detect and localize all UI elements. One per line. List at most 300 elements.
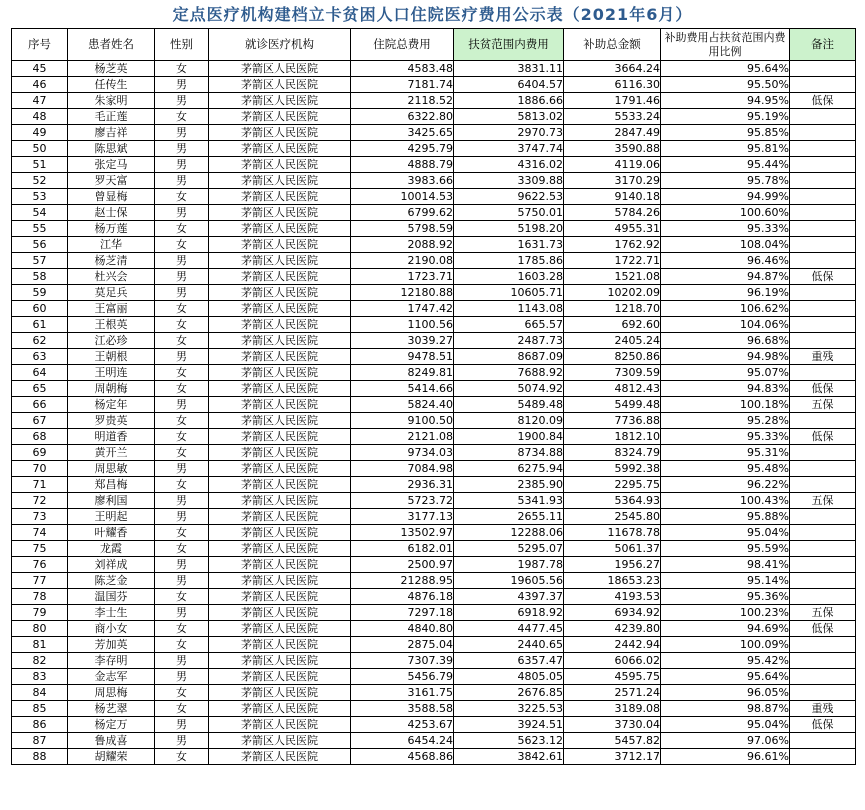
cell-remarks[interactable]: 低保 bbox=[790, 93, 856, 109]
cell-subsidy-total[interactable]: 2545.80 bbox=[564, 509, 661, 525]
cell-total-cost[interactable]: 3177.13 bbox=[351, 509, 454, 525]
cell-hospital[interactable]: 茅箭区人民医院 bbox=[209, 317, 351, 333]
cell-gender[interactable]: 男 bbox=[155, 205, 209, 221]
cell-total-cost[interactable]: 6322.80 bbox=[351, 109, 454, 125]
cell-gender[interactable]: 男 bbox=[155, 157, 209, 173]
cell-remarks[interactable] bbox=[790, 669, 856, 685]
cell-subsidy-ratio[interactable]: 96.68% bbox=[661, 333, 790, 349]
cell-total-cost[interactable]: 3983.66 bbox=[351, 173, 454, 189]
cell-subsidy-total[interactable]: 2442.94 bbox=[564, 637, 661, 653]
cell-hospital[interactable]: 茅箭区人民医院 bbox=[209, 509, 351, 525]
cell-remarks[interactable] bbox=[790, 589, 856, 605]
cell-gender[interactable]: 女 bbox=[155, 589, 209, 605]
cell-subsidy-ratio[interactable]: 95.42% bbox=[661, 653, 790, 669]
cell-total-cost[interactable]: 7181.74 bbox=[351, 77, 454, 93]
cell-subsidy-ratio[interactable]: 96.19% bbox=[661, 285, 790, 301]
cell-index[interactable]: 57 bbox=[12, 253, 68, 269]
cell-remarks[interactable] bbox=[790, 413, 856, 429]
cell-poverty-scope-cost[interactable]: 2487.73 bbox=[454, 333, 564, 349]
cell-index[interactable]: 65 bbox=[12, 381, 68, 397]
cell-subsidy-ratio[interactable]: 97.06% bbox=[661, 733, 790, 749]
cell-gender[interactable]: 女 bbox=[155, 701, 209, 717]
cell-poverty-scope-cost[interactable]: 3747.74 bbox=[454, 141, 564, 157]
cell-remarks[interactable] bbox=[790, 733, 856, 749]
cell-poverty-scope-cost[interactable]: 8120.09 bbox=[454, 413, 564, 429]
table-row[interactable] bbox=[12, 653, 856, 669]
cell-total-cost[interactable]: 6454.24 bbox=[351, 733, 454, 749]
table-row[interactable] bbox=[12, 717, 856, 733]
cell-subsidy-ratio[interactable]: 100.09% bbox=[661, 637, 790, 653]
cell-total-cost[interactable]: 12180.88 bbox=[351, 285, 454, 301]
table-row[interactable] bbox=[12, 173, 856, 189]
cell-index[interactable]: 66 bbox=[12, 397, 68, 413]
cell-total-cost[interactable]: 2936.31 bbox=[351, 477, 454, 493]
cell-total-cost[interactable]: 2088.92 bbox=[351, 237, 454, 253]
table-row[interactable] bbox=[12, 573, 856, 589]
cell-patient-name[interactable]: 周朝梅 bbox=[68, 381, 155, 397]
cell-gender[interactable]: 男 bbox=[155, 77, 209, 93]
cell-subsidy-total[interactable]: 6066.02 bbox=[564, 653, 661, 669]
cell-gender[interactable]: 女 bbox=[155, 365, 209, 381]
cell-patient-name[interactable]: 郑昌梅 bbox=[68, 477, 155, 493]
cell-index[interactable]: 83 bbox=[12, 669, 68, 685]
cell-subsidy-total[interactable]: 1956.27 bbox=[564, 557, 661, 573]
cell-subsidy-total[interactable]: 1791.46 bbox=[564, 93, 661, 109]
cell-remarks[interactable] bbox=[790, 189, 856, 205]
cell-hospital[interactable]: 茅箭区人民医院 bbox=[209, 653, 351, 669]
table-row[interactable] bbox=[12, 253, 856, 269]
col-header-subsidy-total[interactable]: 补助总金额 bbox=[564, 29, 661, 61]
cell-total-cost[interactable]: 4295.79 bbox=[351, 141, 454, 157]
cell-gender[interactable]: 女 bbox=[155, 749, 209, 765]
cell-gender[interactable]: 男 bbox=[155, 557, 209, 573]
cell-subsidy-ratio[interactable]: 95.04% bbox=[661, 525, 790, 541]
cell-poverty-scope-cost[interactable]: 5813.02 bbox=[454, 109, 564, 125]
cell-patient-name[interactable]: 王朝根 bbox=[68, 349, 155, 365]
cell-subsidy-total[interactable]: 692.60 bbox=[564, 317, 661, 333]
cell-patient-name[interactable]: 江华 bbox=[68, 237, 155, 253]
cell-gender[interactable]: 女 bbox=[155, 637, 209, 653]
cell-remarks[interactable]: 重残 bbox=[790, 701, 856, 717]
cell-poverty-scope-cost[interactable]: 4477.45 bbox=[454, 621, 564, 637]
cell-subsidy-total[interactable]: 3664.24 bbox=[564, 61, 661, 77]
cell-total-cost[interactable]: 1723.71 bbox=[351, 269, 454, 285]
table-row[interactable] bbox=[12, 413, 856, 429]
cell-gender[interactable]: 男 bbox=[155, 349, 209, 365]
cell-gender[interactable]: 男 bbox=[155, 173, 209, 189]
cell-hospital[interactable]: 茅箭区人民医院 bbox=[209, 445, 351, 461]
cell-remarks[interactable] bbox=[790, 541, 856, 557]
cell-total-cost[interactable]: 5824.40 bbox=[351, 397, 454, 413]
cell-index[interactable]: 79 bbox=[12, 605, 68, 621]
cell-hospital[interactable]: 茅箭区人民医院 bbox=[209, 253, 351, 269]
cell-hospital[interactable]: 茅箭区人民医院 bbox=[209, 461, 351, 477]
cell-patient-name[interactable]: 明道香 bbox=[68, 429, 155, 445]
cell-patient-name[interactable]: 廖利国 bbox=[68, 493, 155, 509]
cell-poverty-scope-cost[interactable]: 1900.84 bbox=[454, 429, 564, 445]
cell-poverty-scope-cost[interactable]: 4397.37 bbox=[454, 589, 564, 605]
cell-remarks[interactable] bbox=[790, 237, 856, 253]
cell-patient-name[interactable]: 刘祥成 bbox=[68, 557, 155, 573]
cell-subsidy-total[interactable]: 4595.75 bbox=[564, 669, 661, 685]
cell-subsidy-ratio[interactable]: 95.07% bbox=[661, 365, 790, 381]
cell-index[interactable]: 64 bbox=[12, 365, 68, 381]
cell-hospital[interactable]: 茅箭区人民医院 bbox=[209, 365, 351, 381]
cell-remarks[interactable] bbox=[790, 61, 856, 77]
cell-subsidy-total[interactable]: 7309.59 bbox=[564, 365, 661, 381]
cell-poverty-scope-cost[interactable]: 3309.88 bbox=[454, 173, 564, 189]
cell-remarks[interactable]: 低保 bbox=[790, 621, 856, 637]
cell-remarks[interactable]: 低保 bbox=[790, 381, 856, 397]
cell-total-cost[interactable]: 3039.27 bbox=[351, 333, 454, 349]
cell-subsidy-total[interactable]: 1762.92 bbox=[564, 237, 661, 253]
cell-patient-name[interactable]: 毛正莲 bbox=[68, 109, 155, 125]
cell-gender[interactable]: 女 bbox=[155, 429, 209, 445]
cell-poverty-scope-cost[interactable]: 1631.73 bbox=[454, 237, 564, 253]
cell-subsidy-ratio[interactable]: 95.44% bbox=[661, 157, 790, 173]
cell-gender[interactable]: 女 bbox=[155, 477, 209, 493]
table-row[interactable] bbox=[12, 93, 856, 109]
cell-total-cost[interactable]: 7084.98 bbox=[351, 461, 454, 477]
cell-total-cost[interactable]: 1100.56 bbox=[351, 317, 454, 333]
cell-poverty-scope-cost[interactable]: 8687.09 bbox=[454, 349, 564, 365]
table-row[interactable] bbox=[12, 493, 856, 509]
cell-subsidy-ratio[interactable]: 95.78% bbox=[661, 173, 790, 189]
cell-subsidy-ratio[interactable]: 98.41% bbox=[661, 557, 790, 573]
cell-hospital[interactable]: 茅箭区人民医院 bbox=[209, 749, 351, 765]
cell-remarks[interactable] bbox=[790, 77, 856, 93]
cell-patient-name[interactable]: 杨艺翠 bbox=[68, 701, 155, 717]
cell-gender[interactable]: 男 bbox=[155, 493, 209, 509]
cell-index[interactable]: 69 bbox=[12, 445, 68, 461]
cell-total-cost[interactable]: 21288.95 bbox=[351, 573, 454, 589]
cell-gender[interactable]: 男 bbox=[155, 509, 209, 525]
col-header-poverty-scope-cost[interactable]: 扶贫范围内费用 bbox=[454, 29, 564, 61]
table-row[interactable] bbox=[12, 637, 856, 653]
cell-remarks[interactable] bbox=[790, 749, 856, 765]
cell-patient-name[interactable]: 杨定万 bbox=[68, 717, 155, 733]
cell-patient-name[interactable]: 温国芬 bbox=[68, 589, 155, 605]
cell-subsidy-total[interactable]: 6116.30 bbox=[564, 77, 661, 93]
cell-total-cost[interactable]: 9478.51 bbox=[351, 349, 454, 365]
cell-hospital[interactable]: 茅箭区人民医院 bbox=[209, 141, 351, 157]
table-row[interactable] bbox=[12, 733, 856, 749]
cell-gender[interactable]: 女 bbox=[155, 301, 209, 317]
table-row[interactable] bbox=[12, 221, 856, 237]
table-row[interactable] bbox=[12, 237, 856, 253]
cell-patient-name[interactable]: 李士生 bbox=[68, 605, 155, 621]
cell-gender[interactable]: 男 bbox=[155, 93, 209, 109]
cell-hospital[interactable]: 茅箭区人民医院 bbox=[209, 605, 351, 621]
cell-patient-name[interactable]: 朱家明 bbox=[68, 93, 155, 109]
cell-subsidy-ratio[interactable]: 95.48% bbox=[661, 461, 790, 477]
cell-total-cost[interactable]: 2500.97 bbox=[351, 557, 454, 573]
cell-total-cost[interactable]: 4876.18 bbox=[351, 589, 454, 605]
cell-poverty-scope-cost[interactable]: 6357.47 bbox=[454, 653, 564, 669]
table-row[interactable] bbox=[12, 205, 856, 221]
cell-poverty-scope-cost[interactable]: 4805.05 bbox=[454, 669, 564, 685]
cell-remarks[interactable]: 五保 bbox=[790, 493, 856, 509]
cell-gender[interactable]: 男 bbox=[155, 733, 209, 749]
cell-poverty-scope-cost[interactable]: 6275.94 bbox=[454, 461, 564, 477]
cell-hospital[interactable]: 茅箭区人民医院 bbox=[209, 381, 351, 397]
cell-index[interactable]: 48 bbox=[12, 109, 68, 125]
cell-hospital[interactable]: 茅箭区人民医院 bbox=[209, 717, 351, 733]
table-row[interactable] bbox=[12, 61, 856, 77]
cell-patient-name[interactable]: 周思敏 bbox=[68, 461, 155, 477]
cell-subsidy-total[interactable]: 5457.82 bbox=[564, 733, 661, 749]
cell-hospital[interactable]: 茅箭区人民医院 bbox=[209, 109, 351, 125]
cell-gender[interactable]: 女 bbox=[155, 445, 209, 461]
cell-gender[interactable]: 男 bbox=[155, 605, 209, 621]
table-row[interactable] bbox=[12, 429, 856, 445]
cell-remarks[interactable] bbox=[790, 157, 856, 173]
cell-hospital[interactable]: 茅箭区人民医院 bbox=[209, 685, 351, 701]
cell-gender[interactable]: 女 bbox=[155, 237, 209, 253]
cell-poverty-scope-cost[interactable]: 6404.57 bbox=[454, 77, 564, 93]
cell-total-cost[interactable]: 4253.67 bbox=[351, 717, 454, 733]
cell-remarks[interactable] bbox=[790, 477, 856, 493]
cell-subsidy-total[interactable]: 3170.29 bbox=[564, 173, 661, 189]
cell-index[interactable]: 58 bbox=[12, 269, 68, 285]
cell-total-cost[interactable]: 3425.65 bbox=[351, 125, 454, 141]
cell-gender[interactable]: 男 bbox=[155, 285, 209, 301]
cell-hospital[interactable]: 茅箭区人民医院 bbox=[209, 285, 351, 301]
table-row[interactable] bbox=[12, 189, 856, 205]
cell-subsidy-ratio[interactable]: 100.60% bbox=[661, 205, 790, 221]
cell-hospital[interactable]: 茅箭区人民医院 bbox=[209, 589, 351, 605]
cell-poverty-scope-cost[interactable]: 3842.61 bbox=[454, 749, 564, 765]
cell-poverty-scope-cost[interactable]: 7688.92 bbox=[454, 365, 564, 381]
cell-patient-name[interactable]: 罗天富 bbox=[68, 173, 155, 189]
cell-index[interactable]: 80 bbox=[12, 621, 68, 637]
cell-subsidy-ratio[interactable]: 95.59% bbox=[661, 541, 790, 557]
cell-remarks[interactable] bbox=[790, 333, 856, 349]
table-row[interactable] bbox=[12, 125, 856, 141]
cell-subsidy-total[interactable]: 8250.86 bbox=[564, 349, 661, 365]
cell-poverty-scope-cost[interactable]: 10605.71 bbox=[454, 285, 564, 301]
cell-remarks[interactable] bbox=[790, 445, 856, 461]
cell-index[interactable]: 87 bbox=[12, 733, 68, 749]
cell-remarks[interactable]: 低保 bbox=[790, 269, 856, 285]
cell-total-cost[interactable]: 9734.03 bbox=[351, 445, 454, 461]
cell-subsidy-ratio[interactable]: 95.50% bbox=[661, 77, 790, 93]
cell-subsidy-ratio[interactable]: 94.83% bbox=[661, 381, 790, 397]
table-row[interactable] bbox=[12, 669, 856, 685]
cell-patient-name[interactable]: 陈芝金 bbox=[68, 573, 155, 589]
cell-remarks[interactable] bbox=[790, 221, 856, 237]
cell-index[interactable]: 45 bbox=[12, 61, 68, 77]
cell-index[interactable]: 61 bbox=[12, 317, 68, 333]
cell-hospital[interactable]: 茅箭区人民医院 bbox=[209, 733, 351, 749]
cell-subsidy-total[interactable]: 1812.10 bbox=[564, 429, 661, 445]
cell-gender[interactable]: 女 bbox=[155, 61, 209, 77]
cell-patient-name[interactable]: 周思梅 bbox=[68, 685, 155, 701]
cell-index[interactable]: 72 bbox=[12, 493, 68, 509]
table-row[interactable] bbox=[12, 445, 856, 461]
cell-subsidy-ratio[interactable]: 100.18% bbox=[661, 397, 790, 413]
cell-poverty-scope-cost[interactable]: 6918.92 bbox=[454, 605, 564, 621]
cell-subsidy-total[interactable]: 18653.23 bbox=[564, 573, 661, 589]
cell-poverty-scope-cost[interactable]: 2676.85 bbox=[454, 685, 564, 701]
cell-total-cost[interactable]: 5414.66 bbox=[351, 381, 454, 397]
cell-patient-name[interactable]: 芳加英 bbox=[68, 637, 155, 653]
cell-gender[interactable]: 女 bbox=[155, 621, 209, 637]
cell-index[interactable]: 88 bbox=[12, 749, 68, 765]
cell-subsidy-total[interactable]: 4239.80 bbox=[564, 621, 661, 637]
table-row[interactable] bbox=[12, 509, 856, 525]
cell-hospital[interactable]: 茅箭区人民医院 bbox=[209, 125, 351, 141]
cell-subsidy-total[interactable]: 5992.38 bbox=[564, 461, 661, 477]
cell-hospital[interactable]: 茅箭区人民医院 bbox=[209, 541, 351, 557]
cell-remarks[interactable] bbox=[790, 637, 856, 653]
table-row[interactable] bbox=[12, 477, 856, 493]
cell-hospital[interactable]: 茅箭区人民医院 bbox=[209, 93, 351, 109]
cell-gender[interactable]: 男 bbox=[155, 269, 209, 285]
cell-subsidy-ratio[interactable]: 95.31% bbox=[661, 445, 790, 461]
cell-poverty-scope-cost[interactable]: 9622.53 bbox=[454, 189, 564, 205]
cell-total-cost[interactable]: 1747.42 bbox=[351, 301, 454, 317]
cell-total-cost[interactable]: 3161.75 bbox=[351, 685, 454, 701]
cell-subsidy-ratio[interactable]: 96.61% bbox=[661, 749, 790, 765]
cell-index[interactable]: 67 bbox=[12, 413, 68, 429]
table-row[interactable] bbox=[12, 397, 856, 413]
cell-remarks[interactable] bbox=[790, 285, 856, 301]
cell-remarks[interactable]: 低保 bbox=[790, 717, 856, 733]
cell-index[interactable]: 86 bbox=[12, 717, 68, 733]
cell-remarks[interactable]: 重残 bbox=[790, 349, 856, 365]
cell-remarks[interactable] bbox=[790, 173, 856, 189]
cell-hospital[interactable]: 茅箭区人民医院 bbox=[209, 333, 351, 349]
cell-hospital[interactable]: 茅箭区人民医院 bbox=[209, 269, 351, 285]
cell-subsidy-total[interactable]: 3712.17 bbox=[564, 749, 661, 765]
cell-remarks[interactable] bbox=[790, 365, 856, 381]
cell-gender[interactable]: 男 bbox=[155, 253, 209, 269]
col-header-hospital[interactable]: 就诊医疗机构 bbox=[209, 29, 351, 61]
table-row[interactable] bbox=[12, 269, 856, 285]
cell-patient-name[interactable]: 黄开兰 bbox=[68, 445, 155, 461]
cell-patient-name[interactable]: 杨芝英 bbox=[68, 61, 155, 77]
cell-patient-name[interactable]: 王富丽 bbox=[68, 301, 155, 317]
table-row[interactable] bbox=[12, 301, 856, 317]
table-row[interactable] bbox=[12, 349, 856, 365]
table-row[interactable] bbox=[12, 157, 856, 173]
cell-subsidy-ratio[interactable]: 96.05% bbox=[661, 685, 790, 701]
cell-remarks[interactable] bbox=[790, 109, 856, 125]
table-row[interactable] bbox=[12, 333, 856, 349]
cell-index[interactable]: 84 bbox=[12, 685, 68, 701]
cell-index[interactable]: 51 bbox=[12, 157, 68, 173]
cell-subsidy-ratio[interactable]: 98.87% bbox=[661, 701, 790, 717]
cell-subsidy-total[interactable]: 4812.43 bbox=[564, 381, 661, 397]
cell-gender[interactable]: 女 bbox=[155, 413, 209, 429]
cell-index[interactable]: 74 bbox=[12, 525, 68, 541]
cell-subsidy-total[interactable]: 3590.88 bbox=[564, 141, 661, 157]
cell-index[interactable]: 71 bbox=[12, 477, 68, 493]
cell-subsidy-ratio[interactable]: 95.88% bbox=[661, 509, 790, 525]
cell-poverty-scope-cost[interactable]: 8734.88 bbox=[454, 445, 564, 461]
cell-remarks[interactable] bbox=[790, 573, 856, 589]
cell-subsidy-total[interactable]: 2847.49 bbox=[564, 125, 661, 141]
cell-subsidy-total[interactable]: 4119.06 bbox=[564, 157, 661, 173]
cell-poverty-scope-cost[interactable]: 2440.65 bbox=[454, 637, 564, 653]
cell-index[interactable]: 50 bbox=[12, 141, 68, 157]
cell-poverty-scope-cost[interactable]: 3924.51 bbox=[454, 717, 564, 733]
cell-patient-name[interactable]: 李存明 bbox=[68, 653, 155, 669]
col-header-remarks[interactable]: 备注 bbox=[790, 29, 856, 61]
cell-patient-name[interactable]: 杜兴会 bbox=[68, 269, 155, 285]
col-header-index[interactable]: 序号 bbox=[12, 29, 68, 61]
cell-total-cost[interactable]: 2190.08 bbox=[351, 253, 454, 269]
cell-subsidy-total[interactable]: 5364.93 bbox=[564, 493, 661, 509]
cell-subsidy-ratio[interactable]: 94.95% bbox=[661, 93, 790, 109]
cell-patient-name[interactable]: 商小女 bbox=[68, 621, 155, 637]
cell-subsidy-ratio[interactable]: 106.62% bbox=[661, 301, 790, 317]
cell-patient-name[interactable]: 杨芝清 bbox=[68, 253, 155, 269]
cell-subsidy-total[interactable]: 5499.48 bbox=[564, 397, 661, 413]
cell-poverty-scope-cost[interactable]: 5623.12 bbox=[454, 733, 564, 749]
table-row[interactable] bbox=[12, 525, 856, 541]
cell-total-cost[interactable]: 2118.52 bbox=[351, 93, 454, 109]
cell-gender[interactable]: 女 bbox=[155, 685, 209, 701]
cell-gender[interactable]: 女 bbox=[155, 333, 209, 349]
col-header-gender[interactable]: 性别 bbox=[155, 29, 209, 61]
table-row[interactable] bbox=[12, 365, 856, 381]
cell-patient-name[interactable]: 龙霞 bbox=[68, 541, 155, 557]
cell-index[interactable]: 47 bbox=[12, 93, 68, 109]
cell-subsidy-ratio[interactable]: 95.36% bbox=[661, 589, 790, 605]
cell-subsidy-ratio[interactable]: 94.87% bbox=[661, 269, 790, 285]
cell-subsidy-total[interactable]: 4955.31 bbox=[564, 221, 661, 237]
cell-hospital[interactable]: 茅箭区人民医院 bbox=[209, 477, 351, 493]
cell-poverty-scope-cost[interactable]: 12288.06 bbox=[454, 525, 564, 541]
cell-patient-name[interactable]: 赵士保 bbox=[68, 205, 155, 221]
cell-patient-name[interactable]: 莫足兵 bbox=[68, 285, 155, 301]
cell-remarks[interactable] bbox=[790, 125, 856, 141]
cell-patient-name[interactable]: 王根英 bbox=[68, 317, 155, 333]
cell-index[interactable]: 85 bbox=[12, 701, 68, 717]
cell-hospital[interactable]: 茅箭区人民医院 bbox=[209, 189, 351, 205]
cell-subsidy-total[interactable]: 6934.92 bbox=[564, 605, 661, 621]
cell-remarks[interactable] bbox=[790, 317, 856, 333]
cell-subsidy-ratio[interactable]: 96.22% bbox=[661, 477, 790, 493]
cell-patient-name[interactable]: 王明起 bbox=[68, 509, 155, 525]
cell-subsidy-total[interactable]: 1218.70 bbox=[564, 301, 661, 317]
cell-gender[interactable]: 女 bbox=[155, 381, 209, 397]
cell-poverty-scope-cost[interactable]: 1603.28 bbox=[454, 269, 564, 285]
table-row[interactable] bbox=[12, 461, 856, 477]
cell-patient-name[interactable]: 江必珍 bbox=[68, 333, 155, 349]
cell-total-cost[interactable]: 6182.01 bbox=[351, 541, 454, 557]
cell-patient-name[interactable]: 杨万莲 bbox=[68, 221, 155, 237]
cell-subsidy-ratio[interactable]: 104.06% bbox=[661, 317, 790, 333]
cell-subsidy-total[interactable]: 8324.79 bbox=[564, 445, 661, 461]
cell-subsidy-total[interactable]: 9140.18 bbox=[564, 189, 661, 205]
cell-total-cost[interactable]: 9100.50 bbox=[351, 413, 454, 429]
cell-gender[interactable]: 男 bbox=[155, 669, 209, 685]
cell-hospital[interactable]: 茅箭区人民医院 bbox=[209, 61, 351, 77]
cell-gender[interactable]: 男 bbox=[155, 125, 209, 141]
cell-subsidy-total[interactable]: 7736.88 bbox=[564, 413, 661, 429]
cell-total-cost[interactable]: 8249.81 bbox=[351, 365, 454, 381]
cell-hospital[interactable]: 茅箭区人民医院 bbox=[209, 157, 351, 173]
cell-poverty-scope-cost[interactable]: 5489.48 bbox=[454, 397, 564, 413]
cell-subsidy-total[interactable]: 5784.26 bbox=[564, 205, 661, 221]
cell-remarks[interactable] bbox=[790, 525, 856, 541]
cell-index[interactable]: 59 bbox=[12, 285, 68, 301]
cell-subsidy-total[interactable]: 2405.24 bbox=[564, 333, 661, 349]
cell-subsidy-total[interactable]: 10202.09 bbox=[564, 285, 661, 301]
